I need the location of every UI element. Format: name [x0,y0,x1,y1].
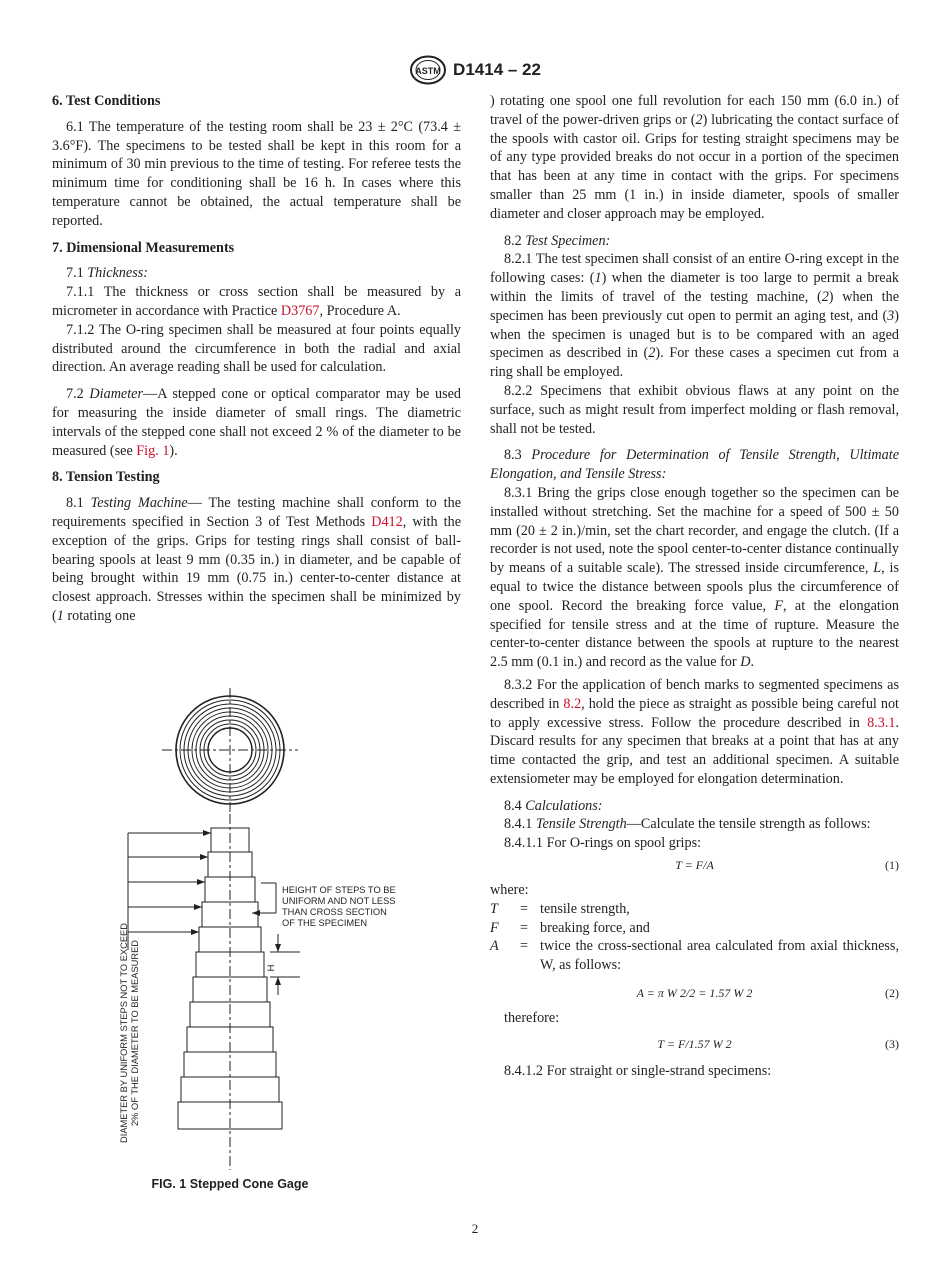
para-8-4: 8.4 Calculations: [504,797,603,814]
figure-stepped-cone-gage [110,688,420,1178]
equation-1 [490,853,899,877]
link-8-2[interactable]: 8.2 [563,695,582,712]
figure-note-line-1: HEIGHT OF STEPS TO BE [282,885,396,895]
para-8-2: 8.2 Test Specimen: [504,232,611,249]
definition-row: T = tensile strength, [490,900,630,917]
para-7-1-1: 7.1.1 The thickness or cross section shall be measured by a micrometer in accordance with Practice D3767, Procedure A. [52,284,461,319]
definition-row: A = twice the cross-sectional area calculated from axial thickness, W, as follows: [490,938,899,974]
para-8-1-cont: ) rotating one spool one full revolution for each 150 mm (6.0 in.) of travel of the power-driven grips or (2) lubricating the contact surface of the spools with castor oil. Grips for testing straight specimens may be of any type provided breaks do not occur in a portion of the specimen that has been at any time in contact with the grips. For specimens smaller than 25 mm (1 in.) in inside diameter, spools of smaller diameter and closer approach may be employed. [490,93,899,222]
equation-1-number: (1) [885,858,899,873]
figure-note-line-4: OF THE SPECIMEN [282,918,368,928]
link-d412[interactable]: D412 [371,513,403,530]
para-7-1-2: 7.1.2 The O-ring specimen shall be measured at four points equally distributed around the circumference in both the radial and axial direction. An average reading shall be used for calculation. [52,321,461,376]
figure-caption: FIG. 1 Stepped Cone Gage [151,1177,309,1191]
link-d3767[interactable]: D3767 [280,302,320,319]
figure-vertical-label-2: 2% OF THE DIAMETER TO BE MEASURED [130,940,140,1126]
figure-h-label: H [266,964,276,972]
page-number: 2 [471,1221,479,1236]
para-8-2-2: 8.2.2 Specimens that exhibit obvious flaws at any point on the surface, such as might result from imperfect molding or flash removal, shall not be tested. [490,382,899,437]
right-column [490,92,899,1081]
therefore-label: therefore: [504,1010,560,1027]
section-7-heading: 7. Dimensional Measurements [52,239,235,256]
equation-2 [490,981,899,1005]
equation-3 [490,1032,899,1056]
astm-logo-icon [409,55,447,85]
where-label: where: [490,882,529,899]
astm-logo-text: ASTM [415,66,441,76]
para-8-3-2: 8.3.2 For the application of bench marks to segmented specimens as described in 8.2, hold the piece as straight as possible being careful not to apply excessive stress. Follow the procedure described in 8.3.1. Discard results for any specimen that breaks at a point that has at any time contacted the grip, and test an additional specimen. A suitable extensiometer may be employed for elongation determination. [490,676,899,787]
para-8-3: 8.3 Procedure for Determination of Tensile Strength, Ultimate Elongation, and Tensile Stress: [490,447,899,483]
para-8-4-1-1: 8.4.1.1 For O-rings on spool grips: [504,835,702,852]
para-6-1: 6.1 The temperature of the testing room shall be 23 ± 2°C (73.4 ± 3.6°F). The specimens to be tested shall be kept in this room for a minimum of 30 min previous to the time of testing. For referee tests the minimum time for conditioning shall be 16 h. In cases where this temperature cannot be obtained, the actual temperature shall be reported. [52,118,461,229]
definition-row: F = breaking force, and [490,919,650,936]
equation-1-formula: T = F/A [675,858,714,873]
figure-note-line-3: THAN CROSS SECTION [282,907,387,917]
figure-vertical-label-1: DIAMETER BY UNIFORM STEPS NOT TO EXCEED [119,923,129,1143]
stepped-cone-drawing [110,688,420,1178]
page-header [0,54,950,86]
section-6-heading: 6. Test Conditions [52,93,161,109]
link-8-3-1[interactable]: 8.3.1 [867,714,896,731]
equation-3-number: (3) [885,1036,899,1051]
para-7-1: 7.1 Thickness: [66,265,148,282]
section-8-heading: 8. Tension Testing [52,469,160,486]
para-8-4-1-2: 8.4.1.2 For straight or single-strand specimens: [504,1062,772,1079]
equation-2-number: (2) [885,986,899,1001]
symbol-definitions [490,900,899,975]
para-8-4-1: 8.4.1 Tensile Strength—Calculate the tensile strength as follows: [504,816,871,833]
equation-3-formula: T = F/1.57 W 2 [657,1036,732,1051]
para-7-2: 7.2 Diameter—A stepped cone or optical comparator may be used for measuring the inside diameter of small rings. The diametric intervals of the stepped cone shall not exceed 2 % of the diameter to be measured (see Fig. 1). [52,386,461,459]
figure-note-line-2: UNIFORM AND NOT LESS [282,896,396,906]
equation-2-formula: A = π W 2/2 = 1.57 W 2 [636,986,753,1001]
left-column [52,92,462,624]
para-8-1: 8.1 Testing Machine— The testing machine shall conform to the requirements specified in Section 3 of Test Methods D412, with the exception of the grips. Grips for testing rings shall consist of ball-bearing spools at least 9 mm (0.35 in.) in diameter, and be capable of being brought within 19 mm (0.75 in.) center-to-center distance at closest approach. Stresses within the specimen shall be minimized by (1 rotating one [52,495,462,624]
para-8-3-1: 8.3.1 Bring the grips close enough together so the specimen can be installed without stretching. Set the machine for a speed of 500 ± 50 mm (20 ± 2 in.)/min, set the chart recorder, and engage the clutch. (If a recorder is not used, note the spool center-to-center distance continually by means of a suitable scale). The stressed inside circumference, L, is equal to twice the distance between spools plus the circumference of one spool. Record the breaking force value, F, at the elongation specified for tensile stress and at the time of rupture. Measure the center-to-center distance between the spools at rupture to the nearest 2.5 mm (0.1 in.) and record as the value for D. [490,484,899,671]
standard-code: D1414 – 22 [453,60,541,79]
link-fig-1[interactable]: Fig. 1 [136,442,170,459]
para-8-2-1: 8.2.1 The test specimen shall consist of an entire O-ring except in the following cases: (1) when the diameter is too large to permit a break within the limits of travel of the testing machine, (2) when the specimen has been previously cut open to permit an aging test, and (3) when the specimen is unaged but is to be compared with an aged specimen as described in (2). For these cases a specimen cut from a ring shall be employed. [490,251,899,381]
